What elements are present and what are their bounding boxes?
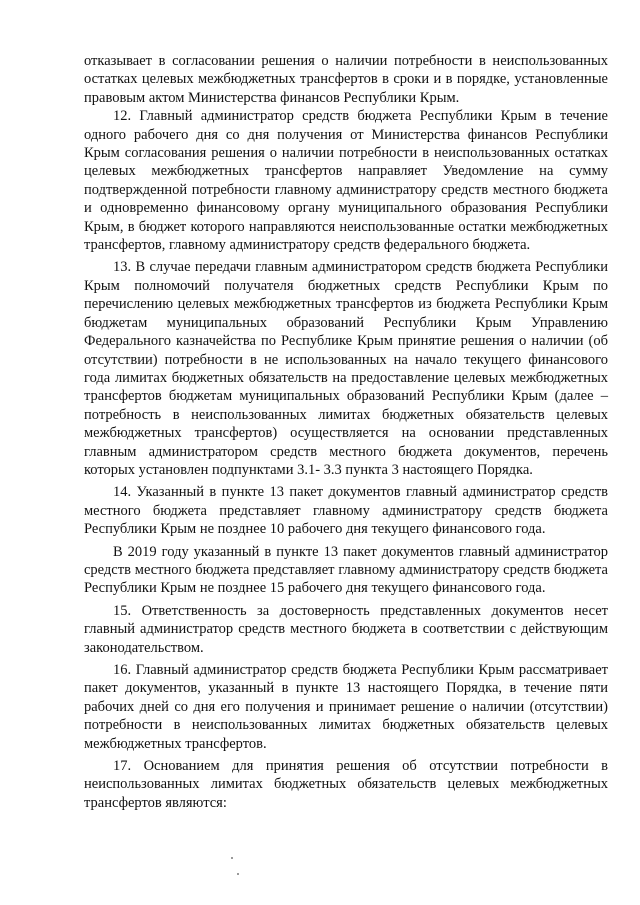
paragraph-14: 14. Указанный в пункте 13 пакет документов главный администратор средств местного бюджета представляет главному администратору средств бюджета Республики Крым не позднее 10 рабочего дня текущего финансового года. [84, 484, 608, 538]
paragraph-14-2019: В 2019 году указанный в пункте 13 пакет документов главный администратор средств местного бюджета представляет главному администратору средств бюджета Республики Крым не позднее 15 рабочего дня текущего финансового года. [84, 543, 608, 597]
paragraph-continuation: отказывает в согласовании решения о наличии потребности в неиспользованных остатках целевых межбюджетных трансфертов в сроки и в порядке, установленные правовым актом Министерства финансов Республики Крым. [84, 53, 608, 106]
paragraph-16: 16. Главный администратор средств бюджета Республики Крым рассматривает пакет документов, указанный в пункте 13 настоящего Порядка, в течение пяти рабочих дней со дня его получения и принимает решение о наличии (отсутствии) потребности в неиспользованных лимитах бюджетных обязательств целевых межбюджетных трансфертов. [84, 662, 608, 752]
paragraph-17: 17. Основанием для принятия решения об отсутствии потребности в неиспользованных лимитах бюджетных обязательств целевых межбюджетных трансфертов являются: [84, 758, 608, 811]
paragraph-12: 12. Главный администратор средств бюджета Республики Крым в течение одного рабочего дня со дня получения от Министерства финансов Республики Крым согласования решения о наличии потребности в неиспользованных остатках целевых межбюджетных трансфертов направляет Уведомление на сумму подтвержденной потребности главному администратору средств местного бюджета и одновременно финансовому органу муниципального образования Республики Крым, в бюджет которого направляются неиспользованные остатки межбюджетных трансфертов, главному администратору средств федерального бюджета. [84, 108, 608, 254]
paragraph-13: 13. В случае передачи главным администратором средств бюджета Республики Крым полномочий получателя бюджетных средств Республики Крым по перечислению целевых межбюджетных трансфертов из бюджета Республики Крым бюджетам муниципальных образований Республики Крым Управлению Федерального казначейства по Республике Крым принятие решения о наличии (об отсутствии) потребности в не использованных на начало текущего финансового года лимитах бюджетных обязательств на предоставление целевых межбюджетных трансфертов бюджетам муниципальных образований Республики Крым (далее – потребность в неиспользованных лимитах бюджетных обязательств целевых межбюджетных трансфертов) осуществляется на основании представленных главным администратором средств местного бюджета документов, перечень которых установлен подпунктами 3.1- 3.3 пункта 3 настоящего Порядка. [84, 259, 608, 478]
document-body [84, 52, 608, 812]
scan-speck [231, 857, 233, 859]
scan-speck [237, 873, 239, 875]
paragraph-15: 15. Ответственность за достоверность представленных документов несет главный администратор средств местного бюджета в соответствии с действующим законодательством. [84, 602, 608, 656]
